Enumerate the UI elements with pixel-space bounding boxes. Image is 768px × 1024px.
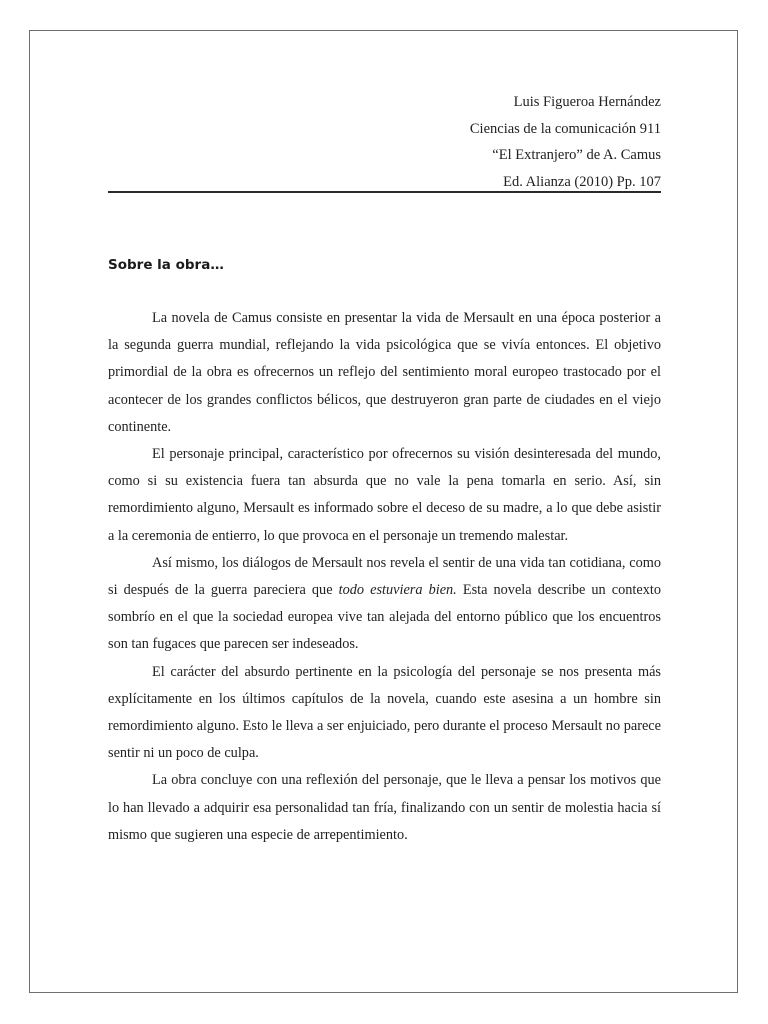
paragraph-5: La obra concluye con una reflexión del personaje, que le lleva a pensar los motivos que lo han llevado a adquirir esa personalidad tan fría, finalizando con un sentir de molestia hacia sí mismo que sugieren una especie de arrepentimiento. [108, 772, 661, 843]
header-divider [108, 191, 661, 193]
paragraph-4: El carácter del absurdo pertinente en la psicología del personaje se nos presenta más explícitamente en los últimos capítulos de la novela, cuando este asesina a un hombre sin remordimiento alguno. Esto le lleva a ser enjuiciado, pero durante el proceso Mersault no parece sentir ni un poco de culpa. [108, 663, 661, 762]
edition-info: Ed. Alianza (2010) Pp. 107 [503, 173, 661, 190]
paragraph-3-italic: todo estuviera bien. [338, 582, 457, 599]
work-title: “El Extranjero” de A. Camus [492, 147, 661, 163]
paragraph-2: El personaje principal, característico por ofrecernos su visión desinteresada del mundo, como si su existencia fuera tan absurda que no vale la pena tomarla en serio. Así, sin remordimiento alguno, Mersault es informado sobre el deceso de su madre, a lo que debe asistir a la ceremonia de entierro, lo que provoca en el personaje un tremendo malestar. [108, 446, 661, 544]
paragraph-1: La novela de Camus consiste en presentar la vida de Mersault en una época posterior a la segunda guerra mundial, reflejando la vida psicológica que se vivía entonces. El objetivo primordial de la obra es ofrecernos un reflejo del sentimiento moral europeo trastocado por el acontecer de los grandes conflictos bélicos, que destruyeron gran parte de ciudades en el viejo continente. [108, 310, 661, 435]
author-name: Luis Figueroa Hernández [513, 94, 661, 110]
section-title: Sobre la obra… [108, 257, 224, 273]
course-name: Ciencias de la comunicación 911 [469, 120, 661, 137]
document-header [108, 89, 661, 195]
document-body [108, 305, 661, 849]
paragraph-3-start: Así mismo, los diálogos de Mersault nos revela el sentir de una vida tan cotidiana, como si después de la guerra pareciera que [108, 554, 661, 599]
paragraph-3-end: Esta novela describe un contexto sombrío en el que la sociedad europea vive tan alejada del entorno público que los encuentros son tan fugaces que parecen ser indeseados. [108, 582, 661, 653]
document-page [29, 30, 738, 993]
paragraph-3 [108, 550, 661, 659]
